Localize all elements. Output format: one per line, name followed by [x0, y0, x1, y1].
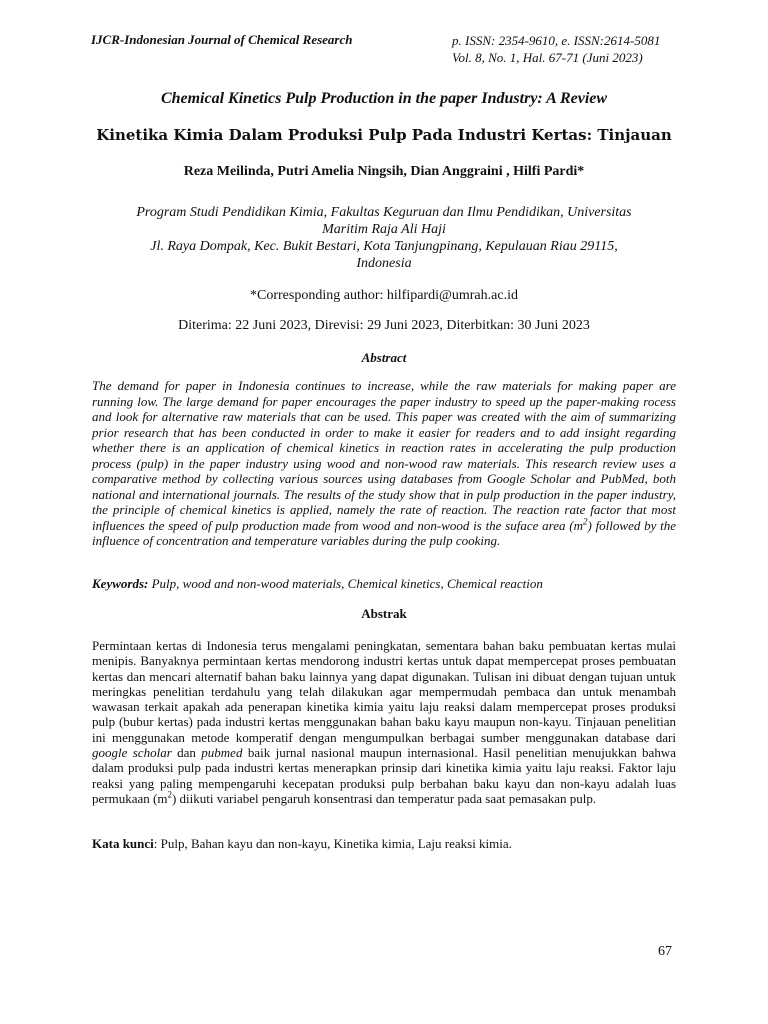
affiliation	[100, 204, 668, 272]
kata-kunci-label: Kata kunci	[92, 836, 154, 851]
abstrak-italic-term: google scholar	[92, 745, 172, 761]
corresponding-author: *Corresponding author: hilfipardi@umrah.ac.id	[250, 288, 518, 303]
abstrak-superscript: 2	[167, 789, 172, 800]
journal-issn: p. ISSN: 2354-9610, e. ISSN:2614-5081	[452, 33, 661, 48]
abstrak-text-end: ) diikuti variabel pengaruh konsentrasi dan temperatur pada saat pemasakan pulp.	[171, 790, 597, 806]
title-indonesian: Kinetika Kimia Dalam Produksi Pulp Pada Industri Kertas: Tinjauan	[96, 126, 672, 144]
journal-volume: Vol. 8, No. 1, Hal. 67-71 (Juni 2023)	[452, 50, 643, 65]
affiliation-line: Indonesia	[356, 256, 412, 271]
abstrak-text: baik jurnal nasional maupun internasional. Hasil penelitian menujukkan bahwa dalam produksi pulp pada industri kertas menerapkan prinsip dari kinetika kimia yaitu laju reaksi. Faktor laju reaksi yang paling mempengaruhi kecepatan produksi pulp berbahan baku kayu dan non-kayu adalah luas permukaan (m	[92, 745, 676, 806]
abstract-body	[92, 378, 676, 549]
keywords-label: Keywords:	[92, 576, 149, 591]
abstract-superscript: 2	[582, 516, 588, 527]
kata-kunci	[92, 836, 676, 852]
abstrak-text: dan	[171, 745, 202, 761]
keywords-value: Pulp, wood and non-wood materials, Chemical kinetics, Chemical reaction	[148, 576, 543, 591]
title-english: Chemical Kinetics Pulp Production in the paper Industry: A Review	[160, 90, 608, 107]
affiliation-line: Maritim Raja Ali Haji	[322, 222, 446, 237]
abstrak-body	[92, 638, 676, 806]
abstract-text-end: ) followed by the influence of concentration and temperature variables during the pulp cooking.	[92, 517, 676, 548]
submission-dates: Diterima: 22 Juni 2023, Direvisi: 29 Juni 2023, Diterbitkan: 30 Juni 2023	[178, 318, 590, 333]
author-list: Reza Meilinda, Putri Amelia Ningsih, Dian Anggraini , Hilfi Pardi*	[183, 164, 585, 179]
keywords	[92, 576, 676, 592]
page-number: 67	[658, 944, 672, 959]
abstract-heading: Abstract	[361, 350, 407, 365]
abstrak-italic-term: pubmed	[201, 745, 243, 761]
affiliation-line: Program Studi Pendidikan Kimia, Fakultas Keguruan dan Ilmu Pendidikan, Universitas	[136, 205, 632, 220]
journal-name: IJCR-Indonesian Journal of Chemical Research	[91, 32, 353, 47]
kata-kunci-value: : Pulp, Bahan kayu dan non-kayu, Kinetika kimia, Laju reaksi kimia.	[153, 836, 512, 851]
journal-issn-block	[452, 32, 660, 66]
abstract-text: The demand for paper in Indonesia continues to increase, while the raw materials for making paper are running low. The large demand for paper encourages the paper industry to speed up the paper-making rocess and look for alternative raw materials that can be used. This paper was created with the aim of summarizing prior research that has been conducted in order to make it easier for readers and to add insight regarding whether there is an application of chemical kinetics in reaction rates in accelerating the pulp production process (pulp) in the paper industry using wood and non-wood raw materials. This research review uses a comparative method by collecting various sources using databases from Google Scholar and PubMed, both national and international journals. The results of the study show that in pulp production in the paper industry, the principle of chemical kinetics is applied, namely the rate of reaction. The reaction rate factor that most influences the speed of pulp production made from wood and non-wood is the suface area (m	[92, 378, 676, 533]
abstrak-heading: Abstrak	[361, 606, 407, 621]
affiliation-line: Jl. Raya Dompak, Kec. Bukit Bestari, Kota Tanjungpinang, Kepulauan Riau 29115,	[150, 239, 618, 254]
abstrak-text: Permintaan kertas di Indonesia terus mengalami peningkatan, sementara bahan baku pembuatan kertas mulai menipis. Banyaknya permintaan kertas mendorong industri kertas untuk dapat mempercepat proses pembuatan kertas dan mencari alternatif bahan baku lainnya yang dapat digunakan. Tulisan ini dibuat dengan tujuan untuk meringkas penelitian terdahulu yang telah dilakukan agar mempermudah pembaca dan untuk menambah wawasan terkait apakah ada penerapan kinetika kimia yaitu laju reaksi dalam mempercepat proses produksi pulp (bubur kertas) pada industri kertas menggunakan bahan baku kayu maupun non-kayu. Tinjauan penelitian ini menggunakan metode komperatif dengan mengumpulkan berbagai sumber menggunakan database dari	[92, 638, 676, 745]
